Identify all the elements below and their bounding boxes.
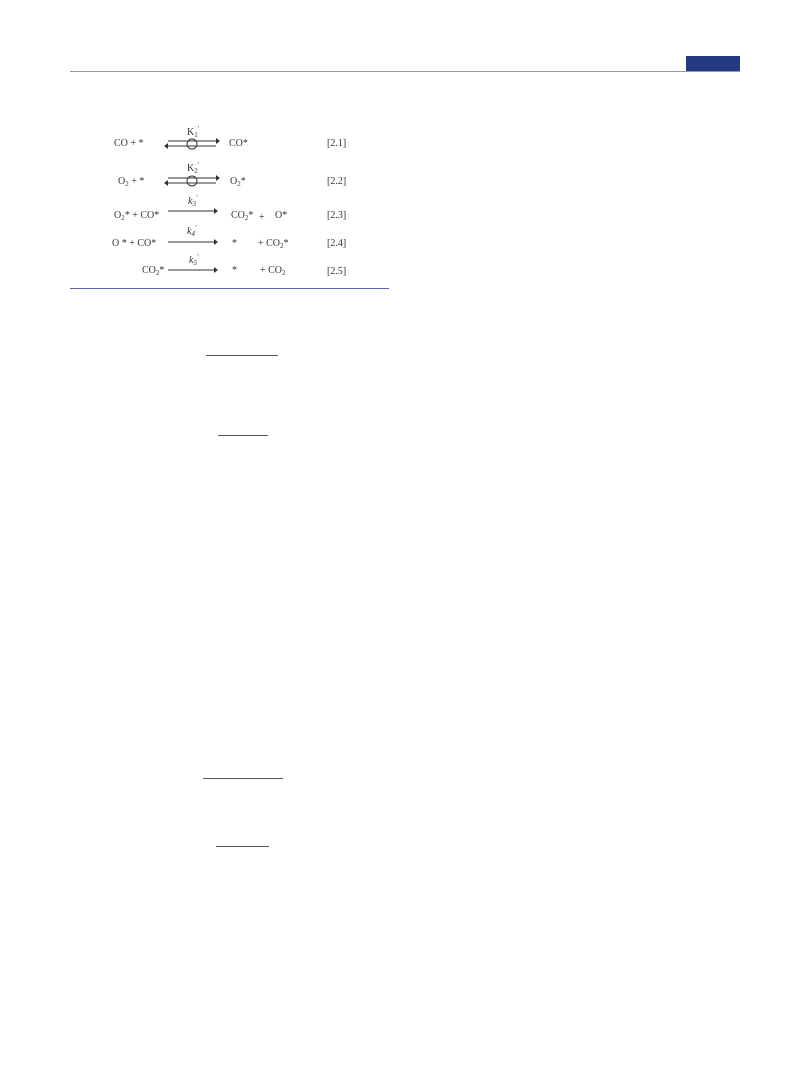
- reaction-3-constant: $k_3'$: [188, 194, 198, 208]
- reaction-5-product-1: *: [232, 265, 237, 276]
- reaction-5-product-2: + $CO_2$: [260, 265, 286, 277]
- reaction-4-product-2: + $CO_2*$: [258, 238, 289, 250]
- reaction-5-constant: $k_5'$: [189, 253, 199, 267]
- reaction-5-lhs: $CO_2*$: [142, 265, 165, 277]
- reaction-3-product-2: O*: [275, 210, 288, 221]
- reaction-2-lhs: $O_2$ + *: [118, 176, 145, 188]
- reaction-2-rhs: $O_2*$: [230, 176, 246, 188]
- reaction-3-plus: +: [259, 212, 265, 223]
- reaction-3-lhs: $O_2* + CO*$: [114, 210, 160, 222]
- fraction-bar: [206, 355, 278, 356]
- reaction-2-constant: $K_2'$: [187, 161, 199, 175]
- equilibrium-arrow-icon: [164, 175, 220, 189]
- reaction-4-product-1: *: [232, 238, 237, 249]
- forward-arrow-icon: [168, 207, 220, 215]
- fraction-bar: [218, 435, 268, 436]
- reaction-1-number: [2.1]: [327, 138, 347, 149]
- reaction-4-lhs: O * + CO*: [112, 238, 157, 249]
- forward-arrow-icon: [168, 266, 220, 274]
- reaction-3-number: [2.3]: [327, 210, 347, 221]
- forward-arrow-icon: [168, 238, 220, 246]
- reaction-1-rhs: CO*: [229, 138, 248, 149]
- header-page-tab: [686, 56, 740, 71]
- reaction-4-number: [2.4]: [327, 238, 347, 249]
- reaction-2-number: [2.2]: [327, 176, 347, 187]
- reaction-1-constant: $K_1'$: [187, 125, 199, 139]
- reaction-4-constant: $k_4'$: [187, 224, 197, 238]
- reaction-1-lhs: CO + *: [114, 138, 144, 149]
- fraction-bar: [203, 778, 283, 779]
- reaction-3-product-1: $CO_2*$: [231, 210, 254, 222]
- reaction-5-number: [2.5]: [327, 266, 347, 277]
- header-rule: [70, 71, 740, 72]
- fraction-bar: [216, 846, 269, 847]
- scheme-bottom-rule: [70, 288, 389, 289]
- equilibrium-arrow-icon: [164, 138, 220, 152]
